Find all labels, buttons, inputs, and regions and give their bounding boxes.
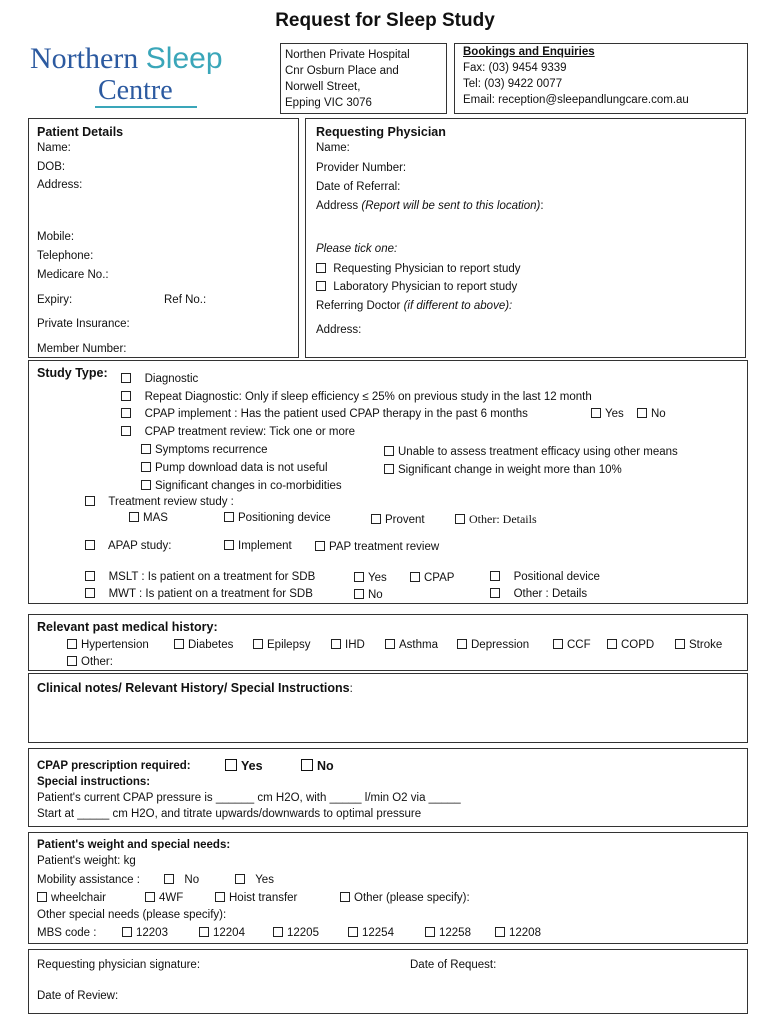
option-label: Asthma	[399, 639, 438, 651]
study-type-heading: Study Type:	[37, 366, 108, 380]
cpap-rx-yes[interactable]	[225, 759, 263, 773]
history-other[interactable]	[67, 656, 113, 668]
tick-one-label: Please tick one:	[316, 243, 398, 255]
option-label: CPAP	[424, 572, 455, 584]
option-label: Treatment review study :	[108, 496, 234, 508]
clinical-colon: :	[349, 683, 353, 695]
option-label: Requesting Physician to report study	[333, 263, 521, 275]
checkbox-icon[interactable]	[199, 927, 209, 937]
option-label: Positional device	[513, 571, 600, 583]
cpap-rx-no[interactable]	[301, 759, 334, 773]
needs-other[interactable]	[340, 892, 470, 904]
date-of-request-field[interactable]: Date of Request:	[410, 959, 497, 971]
checkbox-icon[interactable]	[224, 512, 234, 522]
checkbox-icon[interactable]	[85, 496, 95, 506]
option-label: No	[651, 408, 666, 420]
special-needs-box	[28, 832, 748, 944]
study-cpap-review[interactable]	[121, 426, 355, 438]
option-label: Implement	[238, 540, 292, 552]
checkbox-icon[interactable]	[301, 759, 313, 771]
history-epilepsy[interactable]	[253, 639, 310, 651]
option-label: PAP treatment review	[329, 541, 440, 553]
patient-address-field[interactable]: Address:	[37, 179, 83, 191]
option-label: Provent	[385, 514, 425, 526]
physician-heading: Requesting Physician	[316, 125, 446, 139]
checkbox-icon[interactable]	[354, 572, 364, 582]
patient-weight-field[interactable]: Patient's weight: kg	[37, 855, 136, 867]
mbs-12203[interactable]	[122, 927, 168, 939]
history-copd[interactable]	[607, 639, 654, 651]
cpap-implement-no[interactable]	[637, 408, 666, 420]
checkbox-icon[interactable]	[67, 656, 77, 666]
hospital-line-4: Epping VIC 3076	[285, 97, 372, 109]
option-label: MSLT : Is patient on a treatment for SDB	[108, 571, 316, 583]
checkbox-icon[interactable]	[85, 571, 95, 581]
checkbox-icon[interactable]	[385, 639, 395, 649]
sdb-no[interactable]	[354, 589, 383, 601]
review-unable[interactable]	[384, 446, 678, 458]
mobility-label: Mobility assistance :	[37, 874, 140, 886]
checkbox-icon[interactable]	[174, 639, 184, 649]
option-label: Yes	[255, 874, 274, 886]
checkbox-icon[interactable]	[591, 408, 601, 418]
option-label: Positioning device	[238, 512, 331, 524]
option-label: Yes	[368, 572, 387, 584]
cpap-pressure-line[interactable]: Patient's current CPAP pressure is ______ cm H2O, with _____ l/min O2 via _____	[37, 792, 461, 804]
option-label: CPAP treatment review: Tick one or more	[144, 426, 356, 438]
mobility-yes[interactable]	[235, 874, 274, 886]
checkbox-icon[interactable]	[67, 639, 77, 649]
option-label: No	[184, 874, 200, 886]
checkbox-icon[interactable]	[384, 464, 394, 474]
option-label: 12208	[509, 927, 541, 939]
checkbox-icon[interactable]	[85, 540, 95, 550]
checkbox-icon[interactable]	[354, 589, 364, 599]
checkbox-icon[interactable]	[425, 927, 435, 937]
study-mslt[interactable]	[85, 571, 315, 583]
option-label: APAP study:	[107, 540, 172, 552]
study-diagnostic[interactable]	[121, 373, 198, 385]
other-needs-field[interactable]: Other special needs (please specify):	[37, 909, 227, 921]
study-cpap-implement[interactable]	[121, 408, 528, 420]
option-label: No	[317, 759, 334, 773]
study-treatment-review[interactable]	[85, 496, 234, 508]
patient-telephone-field[interactable]: Telephone:	[37, 250, 94, 262]
mbs-label: MBS code :	[37, 927, 97, 939]
mbs-12254[interactable]	[348, 927, 394, 939]
apap-implement[interactable]	[224, 540, 292, 552]
needs-heading: Patient's weight and special needs:	[37, 839, 231, 851]
treatment-other[interactable]	[455, 512, 537, 527]
option-label: 4WF	[159, 892, 184, 904]
cpap-rx-heading: CPAP prescription required:	[37, 760, 191, 772]
sdb-other[interactable]	[490, 588, 587, 600]
patient-details-box	[28, 118, 299, 358]
checkbox-icon[interactable]	[371, 514, 381, 524]
option-label: Significant changes in co-morbidities	[155, 480, 342, 492]
checkbox-icon[interactable]	[121, 426, 131, 436]
checkbox-icon[interactable]	[225, 759, 237, 771]
checkbox-icon[interactable]	[253, 639, 263, 649]
cpap-prescription-box	[28, 748, 748, 827]
review-comorbidities[interactable]	[141, 480, 342, 492]
checkbox-icon[interactable]	[490, 571, 500, 581]
checkbox-icon[interactable]	[145, 892, 155, 902]
bookings-heading: Bookings and Enquiries	[463, 46, 595, 58]
report-option-requesting[interactable]	[316, 263, 521, 275]
referring-doctor-field[interactable]	[316, 300, 512, 312]
option-label: CCF	[567, 639, 591, 651]
needs-hoist[interactable]	[215, 892, 297, 904]
option-label: Stroke	[689, 639, 723, 651]
study-type-box	[28, 360, 748, 604]
bookings-tel: Tel: (03) 9422 0077	[463, 78, 563, 90]
option-label: wheelchair	[51, 892, 106, 904]
checkbox-icon[interactable]	[235, 874, 245, 884]
option-label: COPD	[621, 639, 655, 651]
hospital-line-3: Norwell Street,	[285, 81, 361, 93]
patient-medicare-field[interactable]: Medicare No.:	[37, 269, 109, 281]
patient-expiry-field[interactable]: Expiry:	[37, 294, 73, 306]
checkbox-icon[interactable]	[121, 391, 131, 401]
logo	[30, 42, 223, 76]
checkbox-icon[interactable]	[348, 927, 358, 937]
patient-ref-field[interactable]: Ref No.:	[164, 294, 207, 306]
history-asthma[interactable]	[385, 639, 438, 651]
address-label: Address	[316, 200, 359, 212]
option-label: Other : Details	[513, 588, 588, 600]
checkbox-icon[interactable]	[164, 874, 174, 884]
mbs-12205[interactable]	[273, 927, 319, 939]
checkbox-icon[interactable]	[129, 512, 139, 522]
history-hypertension[interactable]	[67, 639, 149, 651]
option-label: Diagnostic	[144, 373, 199, 385]
cpap-start-line[interactable]: Start at _____ cm H2O, and titrate upwards/downwards to optimal pressure	[37, 808, 422, 820]
study-repeat-diagnostic[interactable]	[121, 391, 592, 403]
clinical-notes-heading	[37, 681, 353, 695]
checkbox-icon[interactable]	[490, 588, 500, 598]
mbs-12208[interactable]	[495, 927, 541, 939]
history-ccf[interactable]	[553, 639, 591, 651]
history-heading: Relevant past medical history:	[37, 620, 218, 634]
checkbox-icon[interactable]	[141, 480, 151, 490]
option-label: No	[368, 589, 383, 601]
option-label: Pump download data is not useful	[155, 462, 328, 474]
bookings-fax: Fax: (03) 9454 9339	[463, 62, 567, 74]
option-label: Symptoms recurrence	[155, 444, 268, 456]
address-colon: :	[540, 200, 544, 212]
hospital-address-box	[280, 43, 447, 114]
physician-box	[305, 118, 746, 358]
physician-signature-field[interactable]: Requesting physician signature:	[37, 959, 201, 971]
checkbox-icon[interactable]	[316, 263, 326, 273]
checkbox-icon[interactable]	[410, 572, 420, 582]
option-label: Hoist transfer	[229, 892, 298, 904]
option-label: Other:	[81, 656, 113, 668]
signature-box	[28, 949, 748, 1014]
address-note: (Report will be sent to this location)	[361, 200, 541, 212]
checkbox-icon[interactable]	[215, 892, 225, 902]
option-label: Unable to assess treatment efficacy using other means	[398, 446, 678, 458]
patient-member-field[interactable]: Member Number:	[37, 343, 127, 355]
sdb-yes[interactable]	[354, 572, 387, 584]
clinical-notes-box[interactable]	[28, 673, 748, 743]
option-label: Significant change in weight more than 10%	[398, 464, 622, 476]
special-instructions-label: Special instructions:	[37, 776, 151, 788]
logo-word-northern: Northern	[30, 42, 139, 75]
physician-referral-date-field[interactable]: Date of Referral:	[316, 181, 401, 193]
hospital-line-1: Northen Private Hospital	[285, 49, 410, 61]
page-title: Request for Sleep Study	[275, 10, 495, 31]
history-ihd[interactable]	[331, 639, 365, 651]
checkbox-icon[interactable]	[340, 892, 350, 902]
patient-mobile-field[interactable]: Mobile:	[37, 231, 75, 243]
logo-word-centre: Centre	[98, 75, 173, 106]
option-label: Epilepsy	[267, 639, 311, 651]
report-option-laboratory[interactable]	[316, 281, 517, 293]
checkbox-icon[interactable]	[121, 373, 131, 383]
checkbox-icon[interactable]	[122, 927, 132, 937]
bookings-box	[454, 43, 748, 114]
option-label: Depression	[471, 639, 530, 651]
option-label: Diabetes	[188, 639, 234, 651]
checkbox-icon[interactable]	[495, 927, 505, 937]
review-weight[interactable]	[384, 464, 622, 476]
apap-pap-review[interactable]	[315, 541, 439, 553]
checkbox-icon[interactable]	[675, 639, 685, 649]
study-apap[interactable]	[85, 540, 171, 552]
checkbox-icon[interactable]	[315, 541, 325, 551]
checkbox-icon[interactable]	[457, 639, 467, 649]
option-label: Hypertension	[81, 639, 149, 651]
treatment-positioning[interactable]	[224, 512, 331, 524]
review-symptoms[interactable]	[141, 444, 267, 456]
checkbox-icon[interactable]	[85, 588, 95, 598]
checkbox-icon[interactable]	[316, 281, 326, 291]
medical-history-box	[28, 614, 748, 671]
checkbox-icon[interactable]	[121, 408, 131, 418]
option-label: Yes	[605, 408, 624, 420]
option-label: Other: Details	[469, 512, 537, 526]
option-label: 12258	[439, 927, 471, 939]
physician-name-field[interactable]: Name:	[316, 142, 350, 154]
referring-note: (if different to above):	[403, 300, 513, 312]
patient-heading: Patient Details	[37, 125, 124, 139]
checkbox-icon[interactable]	[384, 446, 394, 456]
date-of-review-field[interactable]: Date of Review:	[37, 990, 119, 1002]
option-label: 12254	[362, 927, 394, 939]
checkbox-icon[interactable]	[637, 408, 647, 418]
review-pump[interactable]	[141, 462, 328, 474]
checkbox-icon[interactable]	[224, 540, 234, 550]
referring-label: Referring Doctor	[316, 300, 401, 312]
needs-4wf[interactable]	[145, 892, 183, 904]
patient-insurance-field[interactable]: Private Insurance:	[37, 318, 130, 330]
option-label: MAS	[143, 512, 168, 524]
clinical-heading-text: Clinical notes/ Relevant History/ Special Instructions	[37, 681, 350, 695]
history-stroke[interactable]	[675, 639, 722, 651]
logo-underline	[95, 106, 197, 108]
treatment-provent[interactable]	[371, 514, 425, 526]
physician-address-field[interactable]	[316, 200, 544, 212]
checkbox-icon[interactable]	[331, 639, 341, 649]
logo-word-sleep: Sleep	[145, 42, 223, 75]
checkbox-icon[interactable]	[141, 462, 151, 472]
patient-dob-field[interactable]: DOB:	[37, 161, 66, 173]
treatment-mas[interactable]	[129, 512, 168, 524]
option-label: Other (please specify):	[354, 892, 470, 904]
history-depression[interactable]	[457, 639, 529, 651]
sdb-cpap[interactable]	[410, 572, 454, 584]
option-label: CPAP implement : Has the patient used CPAP therapy in the past 6 months	[144, 408, 528, 420]
option-label: Yes	[241, 759, 263, 773]
option-label: 12204	[213, 927, 245, 939]
needs-wheelchair[interactable]	[37, 892, 106, 904]
option-label: Laboratory Physician to report study	[333, 281, 518, 293]
history-diabetes[interactable]	[174, 639, 233, 651]
checkbox-icon[interactable]	[607, 639, 617, 649]
patient-name-field[interactable]: Name:	[37, 142, 71, 154]
checkbox-icon[interactable]	[37, 892, 47, 902]
checkbox-icon[interactable]	[273, 927, 283, 937]
physician-provider-field[interactable]: Provider Number:	[316, 162, 407, 174]
option-label: 12205	[287, 927, 319, 939]
mobility-no[interactable]	[164, 874, 199, 886]
option-label: Repeat Diagnostic: Only if sleep efficiency ≤ 25% on previous study in the last 12 month	[144, 391, 592, 403]
option-label: MWT : Is patient on a treatment for SDB	[108, 588, 313, 600]
mbs-12204[interactable]	[199, 927, 245, 939]
bookings-email[interactable]: Email: reception@sleepandlungcare.com.au	[463, 94, 689, 106]
option-label: 12203	[136, 927, 168, 939]
checkbox-icon[interactable]	[141, 444, 151, 454]
checkbox-icon[interactable]	[455, 514, 465, 524]
referring-address-field[interactable]: Address:	[316, 324, 362, 336]
cpap-implement-yes[interactable]	[591, 408, 624, 420]
checkbox-icon[interactable]	[553, 639, 563, 649]
study-mwt[interactable]	[85, 588, 313, 600]
mbs-12258[interactable]	[425, 927, 471, 939]
sdb-positional[interactable]	[490, 571, 600, 583]
hospital-line-2: Cnr Osburn Place and	[285, 65, 399, 77]
option-label: IHD	[345, 639, 365, 651]
